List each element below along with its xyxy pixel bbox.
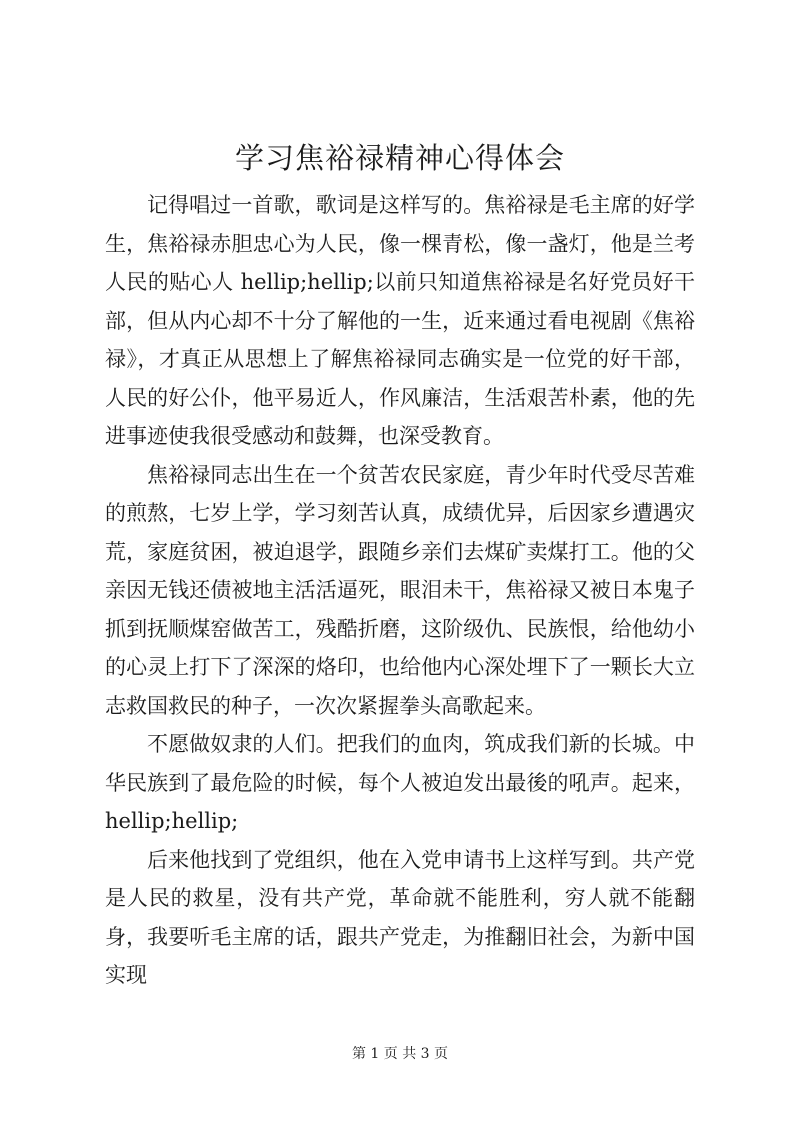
paragraph-3: 不愿做奴隶的人们。把我们的血肉，筑成我们新的长城。中华民族到了最危险的时候，每个人被迫发出最後的吼声。起来，hellip;hellip; xyxy=(105,732,695,833)
page-footer: 第 1 页 共 3 页 xyxy=(351,1046,449,1062)
paragraph-4: 后来他找到了党组织，他在入党申请书上这样写到。共产党是人民的救星，没有共产党，革命就不能胜利，穷人就不能翻身，我要听毛主席的话，跟共产党走，为推翻旧社会，为新中国实现 xyxy=(105,847,695,987)
paragraph-1: 记得唱过一首歌，歌词是这样写的。焦裕禄是毛主席的好学生，焦裕禄赤胆忠心为人民，像一棵青松，像一盏灯，他是兰考人民的贴心人 hellip;hellip;以前只知道焦裕禄是名好党员好干部，但从内心却不十分了解他的一生，近来通过看电视剧《焦裕禄》，才真正从思想上了解焦裕禄同志确实是一位党的好干部，人民的好公仆，他平易近人，作风廉洁，生活艰苦朴素，他的先进事迹使我很受感动和鼓舞，也深受教育。 xyxy=(105,193,695,448)
document-body xyxy=(105,186,695,995)
document-title: 学习焦裕禄精神心得体会 xyxy=(234,141,565,175)
paragraph-2: 焦裕禄同志出生在一个贫苦农民家庭，青少年时代受尽苦难的煎熬，七岁上学，学习刻苦认真，成绩优异，后因家乡遭遇灾荒，家庭贫困，被迫退学，跟随乡亲们去煤矿卖煤打工。他的父亲因无钱还债被地主活活逼死，眼泪未干，焦裕禄又被日本鬼子抓到抚顺煤窑做苦工，残酷折磨，这阶级仇、民族恨，给他幼小的心灵上打下了深深的烙印，也给他内心深处埋下了一颗长大立志救国救民的种子，一次次紧握拳头高歌起来。 xyxy=(105,462,695,718)
